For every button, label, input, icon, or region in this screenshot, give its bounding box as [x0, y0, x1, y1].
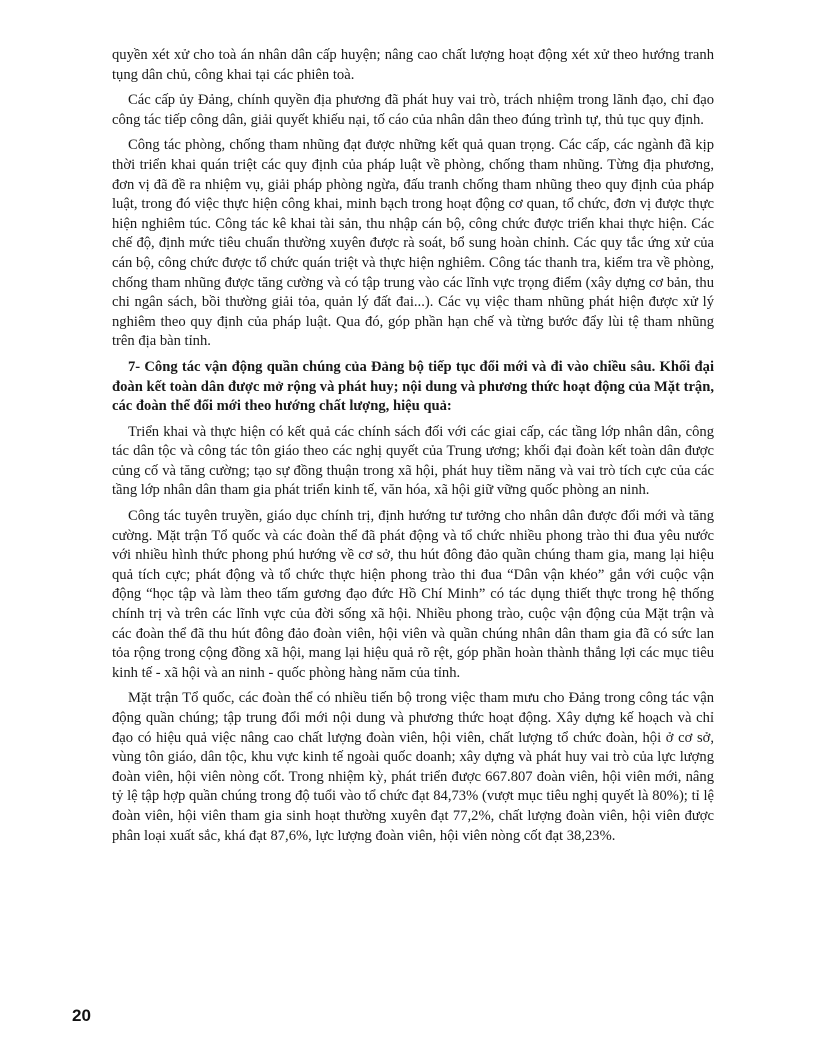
paragraph-policies: Triển khai và thực hiện có kết quả các chính sách đối với các giai cấp, các tầng lớp nhân dân, công tác dân tộc và công tác tôn giáo theo các nghị quyết của Trung ương; khối đại đoàn kết toàn dân được củng cố và tăng cường; tạo sự đồng thuận trong xã hội, phát huy tiềm năng và vai trò tích cực của các tầng lớp nhân dân tham gia phát triển kinh tế, văn hóa, xã hội giữ vững quốc phòng an ninh.	[112, 423, 714, 499]
page-body	[112, 46, 714, 852]
paragraph-front-organizations: Mặt trận Tổ quốc, các đoàn thể có nhiều tiến bộ trong việc tham mưu cho Đảng trong công tác vận động quần chúng; tập trung đổi mới nội dung và phương thức hoạt động. Xây dựng kế hoạch và chỉ đạo có hiệu quả việc nâng cao chất lượng đoàn viên, hội viên, chất lượng tổ chức đoàn, hội ở cơ sở, vùng tôn giáo, dân tộc, khu vực kinh tế ngoài quốc doanh; xây dựng và phát huy vai trò của lực lượng đoàn viên, hội viên nòng cốt. Trong nhiệm kỳ, phát triển được 667.807 đoàn viên, hội viên mới, nâng tỷ lệ tập hợp quần chúng trong độ tuổi vào tổ chức đạt 84,73% (vượt mục tiêu nghị quyết là 80%); tỉ lệ đoàn viên, hội viên tham gia sinh hoạt thường xuyên đạt 77,2%, chất lượng đoàn viên, hội viên được phân loại xuất sắc, khá đạt 87,6%, lực lượng đoàn viên, hội viên nòng cốt đạt 38,23%.	[112, 690, 714, 844]
paragraph-court-reform: quyền xét xử cho toà án nhân dân cấp huyện; nâng cao chất lượng hoạt động xét xử theo hướng tranh tụng dân chủ, công khai tại các phiên toà.	[112, 47, 714, 83]
section-heading-mass-mobilization: 7- Công tác vận động quần chúng của Đảng bộ tiếp tục đổi mới và đi vào chiều sâu. Khối đại đoàn kết toàn dân được mở rộng và phát huy; nội dung và phương thức hoạt động của Mặt trận, các đoàn thể đổi mới theo hướng chất lượng, hiệu quả:	[112, 358, 714, 415]
paragraph-citizen-reception: Các cấp ủy Đảng, chính quyền địa phương đã phát huy vai trò, trách nhiệm trong lãnh đạo, chỉ đạo công tác tiếp công dân, giải quyết khiếu nại, tố cáo của nhân dân theo đúng trình tự, thủ tục quy định.	[112, 92, 714, 128]
page-number: 20	[72, 1006, 91, 1025]
paragraph-propaganda: Công tác tuyên truyền, giáo dục chính trị, định hướng tư tưởng cho nhân dân được đổi mới và tăng cường. Mặt trận Tổ quốc và các đoàn thể đã phát động và tổ chức nhiều phong trào thi đua yêu nước với nhiều hình thức phong phú hướng về cơ sở, thu hút đông đảo quần chúng tham gia, mang lại hiệu quả tích cực; phát động và tổ chức thực hiện phong trào thi đua “Dân vận khéo” gắn với cuộc vận động “học tập và làm theo tấm gương đạo đức Hồ Chí Minh” có tác dụng thiết thực trong hệ thống chính trị và trên các lĩnh vực của đời sống xã hội. Nhiều phong trào, cuộc vận động của Mặt trận và các đoàn thể đã thu hút đông đảo đoàn viên, hội viên và quần chúng nhân dân tham gia đã có sức lan tỏa rộng trong cộng đồng xã hội, mang lại hiệu quả rõ rệt, góp phần hoàn thành thắng lợi các mục tiêu kinh tế - xã hội và an ninh - quốc phòng hàng năm của tỉnh.	[112, 508, 714, 681]
paragraph-anti-corruption: Công tác phòng, chống tham nhũng đạt được những kết quả quan trọng. Các cấp, các ngành đã kịp thời triển khai quán triệt các quy định của pháp luật về phòng, chống tham nhũng. Từng địa phương, đơn vị đã đề ra nhiệm vụ, giải pháp phòng ngừa, đấu tranh chống tham nhũng theo quy định của pháp luật, trong đó việc thực hiện công khai, minh bạch trong hoạt động cơ quan, tổ chức, đơn vị được thực hiện nghiêm túc. Công tác kê khai tài sản, thu nhập cán bộ, công chức được triển khai thực hiện. Các chế độ, định mức tiêu chuẩn thường xuyên được rà soát, bổ sung hoàn chỉnh. Các quy tắc ứng xử của cán bộ, công chức được tổ chức quán triệt và thực hiện nghiêm. Công tác thanh tra, kiểm tra về phòng, chống tham nhũng được tăng cường và có tập trung vào các lĩnh vực trọng điểm (xây dựng cơ bản, thu chi ngân sách, bồi thường giải tỏa, quản lý đất đai...). Các vụ việc tham nhũng phát hiện được xử lý nghiêm theo quy định của pháp luật. Qua đó, góp phần hạn chế và từng bước đẩy lùi tệ tham nhũng trên địa bàn tỉnh.	[112, 137, 714, 350]
